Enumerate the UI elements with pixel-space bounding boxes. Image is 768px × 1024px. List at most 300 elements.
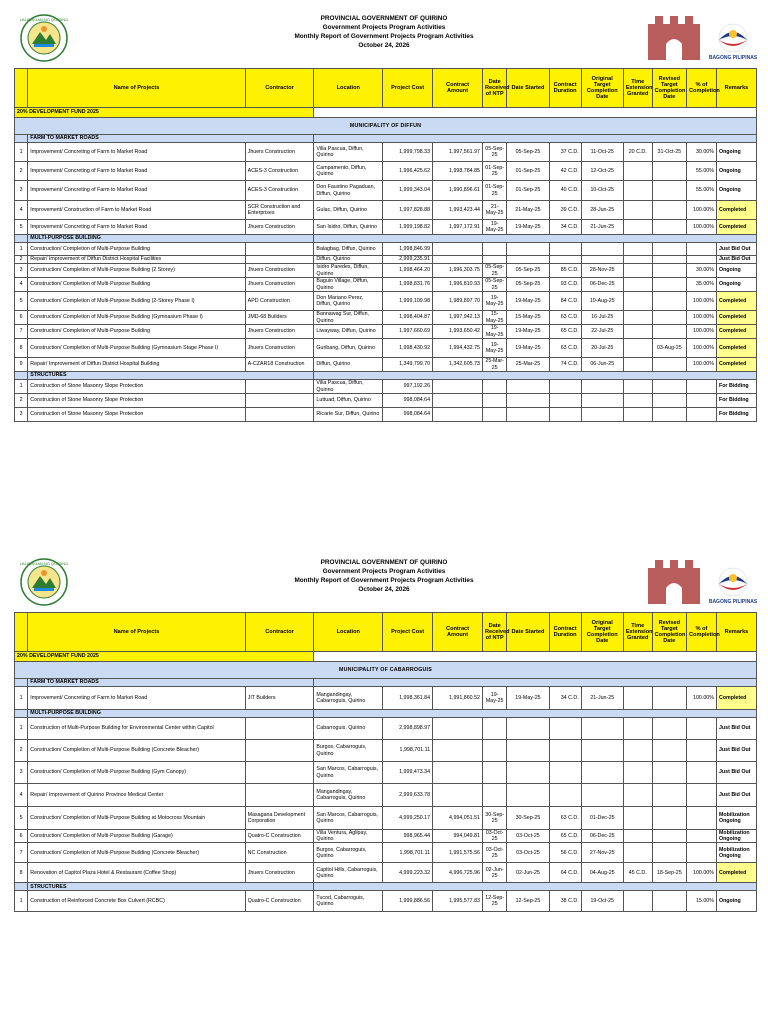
cell-contractor: Jhuers Construction bbox=[245, 325, 314, 339]
cell-remarks: Ongoing bbox=[716, 181, 756, 201]
cell-contractor bbox=[245, 784, 314, 807]
row-number: 1 bbox=[15, 687, 28, 710]
cell-project: Improvement/ Concreting of Farm to Market Road bbox=[28, 143, 245, 162]
cell-revised bbox=[652, 358, 686, 372]
report-header bbox=[0, 0, 768, 68]
cell-amount: 1,997,942.13 bbox=[433, 311, 483, 325]
cell-target: 10-Oct-25 bbox=[581, 181, 623, 201]
cell-cost: 1,999,886.56 bbox=[383, 891, 433, 912]
cell-ext bbox=[623, 830, 652, 843]
cell-location: Tucod, Cabarroguis, Quirino bbox=[314, 891, 383, 912]
cell-target: 27-Nov-25 bbox=[581, 843, 623, 863]
cell-location: Diffun, Quirino bbox=[314, 358, 383, 372]
cell-ntp bbox=[482, 380, 506, 394]
cell-ntp bbox=[482, 762, 506, 784]
cell-pct: 100.00% bbox=[687, 358, 717, 372]
cell-project: Construction of Stone Masonry Slope Protection bbox=[28, 394, 245, 408]
cell-revised bbox=[652, 807, 686, 830]
report-title-line2: Government Projects Program Activities bbox=[322, 24, 446, 31]
cell-cost: 1,998,430.92 bbox=[383, 339, 433, 358]
cell-amount: 1,990,896.61 bbox=[433, 181, 483, 201]
cell-location: San Marcos, Cabarroguis, Quirino bbox=[314, 762, 383, 784]
cell-project: Construction/ Completion of Multi-Purpose Building (Gymnasium Stage Phase I) bbox=[28, 339, 245, 358]
cell-started bbox=[507, 380, 549, 394]
projects-table bbox=[14, 612, 757, 912]
cell-duration: 42 C.D. bbox=[549, 162, 581, 181]
cell-revised bbox=[652, 891, 686, 912]
category-row bbox=[15, 883, 757, 891]
row-number: 2 bbox=[15, 162, 28, 181]
cell-duration: 63 C.D. bbox=[549, 311, 581, 325]
cell-cost: 1,998,846.99 bbox=[383, 243, 433, 256]
cell-revised: 18-Sep-25 bbox=[652, 863, 686, 883]
cell-amount bbox=[433, 740, 483, 762]
cell-started: 30-Sep-25 bbox=[507, 807, 549, 830]
cell-started bbox=[507, 394, 549, 408]
bagong-pilipinas-logo-icon bbox=[708, 22, 758, 62]
row-number: 4 bbox=[15, 201, 28, 220]
cell-revised bbox=[652, 256, 686, 264]
cell-remarks: Completed bbox=[716, 292, 756, 311]
cell-cost: 998,084.64 bbox=[383, 394, 433, 408]
cell-project: Repair/ Improvement of Diffun District Hospital Facilities bbox=[28, 256, 245, 264]
row-number: 2 bbox=[15, 740, 28, 762]
row-number: 8 bbox=[15, 339, 28, 358]
row-number: 3 bbox=[15, 264, 28, 278]
cell-amount: 1,997,561.97 bbox=[433, 143, 483, 162]
cell-started bbox=[507, 718, 549, 740]
cell-ntp bbox=[482, 256, 506, 264]
cell-cost: 1,998,404.87 bbox=[383, 311, 433, 325]
cell-started: 01-Sep-25 bbox=[507, 162, 549, 181]
cell-started: 19-May-25 bbox=[507, 325, 549, 339]
cell-ntp: 19-May-25 bbox=[482, 292, 506, 311]
cell-pct bbox=[687, 807, 717, 830]
fort-logo-icon bbox=[646, 14, 702, 60]
cell-target: 06-Dec-25 bbox=[581, 278, 623, 292]
cell-amount: 1,996,810.93 bbox=[433, 278, 483, 292]
cell-remarks: Ongoing bbox=[716, 264, 756, 278]
cell-target: 06-Dec-25 bbox=[581, 830, 623, 843]
cell-ntp: 12-Sep-25 bbox=[482, 891, 506, 912]
cell-remarks: Ongoing bbox=[716, 891, 756, 912]
cell-target: 11-Oct-25 bbox=[581, 143, 623, 162]
row-number: 2 bbox=[15, 256, 28, 264]
cell-ext bbox=[623, 891, 652, 912]
cell-ext bbox=[623, 181, 652, 201]
cell-ext bbox=[623, 162, 652, 181]
column-header: Revised Target Completion Date bbox=[652, 613, 686, 652]
cell-cost: 4,999,250.17 bbox=[383, 807, 433, 830]
cell-pct: 30.00% bbox=[687, 264, 717, 278]
cell-remarks: Mobilization Ongoing bbox=[716, 843, 756, 863]
column-header: Time Extension Granted bbox=[623, 69, 652, 108]
cell-cost: 1,998,464.20 bbox=[383, 264, 433, 278]
table-row bbox=[15, 311, 757, 325]
cell-ntp: 30-Sep-25 bbox=[482, 807, 506, 830]
table-row bbox=[15, 256, 757, 264]
cell-pct bbox=[687, 256, 717, 264]
cell-project: Construction/ Completion of Multi-Purpose Building bbox=[28, 278, 245, 292]
cell-ntp: 15-May-25 bbox=[482, 311, 506, 325]
cell-contractor: Jhuers Construction bbox=[245, 278, 314, 292]
cell-location: Baguio Village, Diffun, Quirino bbox=[314, 278, 383, 292]
cell-duration: 74 C.D. bbox=[549, 358, 581, 372]
cell-revised bbox=[652, 243, 686, 256]
cell-ext bbox=[623, 292, 652, 311]
cell-contractor: Jhuers Construction bbox=[245, 339, 314, 358]
row-number: 8 bbox=[15, 863, 28, 883]
cell-location: Burgos, Cabarroguis, Quirino bbox=[314, 740, 383, 762]
cell-project: Construction of Stone Masonry Slope Protection bbox=[28, 380, 245, 394]
cell-duration: 34 C.D. bbox=[549, 687, 581, 710]
cell-project: Construction/ Completion of Multi-Purpose Building at Motocross Mountain bbox=[28, 807, 245, 830]
cell-project: Repair/ Improvement of Quirino Province Medical Center bbox=[28, 784, 245, 807]
cell-amount: 1,995,577.83 bbox=[433, 891, 483, 912]
cell-pct bbox=[687, 718, 717, 740]
cell-ntp: 19-May-25 bbox=[482, 220, 506, 235]
cell-revised bbox=[652, 408, 686, 422]
cell-duration bbox=[549, 784, 581, 807]
cell-cost: 2,999,633.78 bbox=[383, 784, 433, 807]
cell-target bbox=[581, 243, 623, 256]
cell-ext bbox=[623, 807, 652, 830]
cell-contractor bbox=[245, 256, 314, 264]
cell-cost: 997,192.26 bbox=[383, 380, 433, 394]
cell-remarks: For Bidding bbox=[716, 394, 756, 408]
fort-logo-icon bbox=[646, 558, 702, 604]
cell-ext bbox=[623, 762, 652, 784]
table-row bbox=[15, 394, 757, 408]
cell-location: Bannawag Sur, Diffun, Quirino bbox=[314, 311, 383, 325]
cell-ext bbox=[623, 278, 652, 292]
cell-amount bbox=[433, 762, 483, 784]
cell-duration bbox=[549, 256, 581, 264]
cell-target: 28-Jun-25 bbox=[581, 201, 623, 220]
cell-location: Campamento, Diffun, Quirino bbox=[314, 162, 383, 181]
cell-amount: 1,342,605.73 bbox=[433, 358, 483, 372]
cell-pct bbox=[687, 762, 717, 784]
table-row bbox=[15, 325, 757, 339]
cell-ntp bbox=[482, 408, 506, 422]
table-row bbox=[15, 843, 757, 863]
cell-amount: 1,993,423.44 bbox=[433, 201, 483, 220]
cell-ntp bbox=[482, 784, 506, 807]
cell-amount: 1,996,303.75 bbox=[433, 264, 483, 278]
cell-pct bbox=[687, 843, 717, 863]
cell-amount: 1,994,432.75 bbox=[433, 339, 483, 358]
table-row bbox=[15, 863, 757, 883]
table-header-row bbox=[15, 69, 757, 108]
cell-revised bbox=[652, 687, 686, 710]
cell-project: Construction/ Completion of Multi-Purpose Building (Concrete Bleacher) bbox=[28, 740, 245, 762]
cell-ext bbox=[623, 687, 652, 710]
cell-contractor: APD Construction bbox=[245, 292, 314, 311]
cell-pct bbox=[687, 408, 717, 422]
cell-duration: 39 C.D. bbox=[549, 201, 581, 220]
row-number: 5 bbox=[15, 220, 28, 235]
cell-cost: 1,349,799.70 bbox=[383, 358, 433, 372]
report-title-line1: PROVINCIAL GOVERNMENT OF QUIRINO bbox=[320, 15, 448, 22]
report-title-line2: Government Projects Program Activities bbox=[322, 568, 446, 575]
cell-contractor: Jhuers Construction bbox=[245, 220, 314, 235]
cell-started: 12-Sep-25 bbox=[507, 891, 549, 912]
cell-target: 16-Jul-25 bbox=[581, 311, 623, 325]
cell-remarks: Just Bid Out bbox=[716, 740, 756, 762]
cell-project: Construction of Reinforced Concrete Box Culvert (RCBC) bbox=[28, 891, 245, 912]
column-header: Contractor bbox=[245, 613, 314, 652]
fund-row bbox=[15, 108, 757, 118]
cell-ext bbox=[623, 380, 652, 394]
cell-revised bbox=[652, 380, 686, 394]
cell-ntp: 05-Sep-25 bbox=[482, 278, 506, 292]
cell-contractor bbox=[245, 408, 314, 422]
cell-cost: 4,999,223.32 bbox=[383, 863, 433, 883]
cell-revised bbox=[652, 762, 686, 784]
cell-cost: 1,997,828.88 bbox=[383, 201, 433, 220]
cell-duration: 63 C.D. bbox=[549, 807, 581, 830]
cell-project: Improvement/ Construction of Farm to Market Road bbox=[28, 201, 245, 220]
cell-ext bbox=[623, 718, 652, 740]
cell-ext bbox=[623, 339, 652, 358]
cell-remarks: Completed bbox=[716, 220, 756, 235]
cell-contractor: Jhuers Construction bbox=[245, 863, 314, 883]
cell-pct: 100.00% bbox=[687, 201, 717, 220]
column-header: Location bbox=[314, 69, 383, 108]
category-row bbox=[15, 235, 757, 243]
cell-duration bbox=[549, 408, 581, 422]
table-row bbox=[15, 762, 757, 784]
cell-cost: 1,998,831.76 bbox=[383, 278, 433, 292]
cell-started: 05-Sep-25 bbox=[507, 264, 549, 278]
category-row bbox=[15, 372, 757, 380]
cell-started: 25-Mar-25 bbox=[507, 358, 549, 372]
table-row bbox=[15, 687, 757, 710]
cell-remarks: Completed bbox=[716, 201, 756, 220]
cell-started bbox=[507, 408, 549, 422]
cell-contractor: NC Construction bbox=[245, 843, 314, 863]
table-row bbox=[15, 181, 757, 201]
table-row bbox=[15, 162, 757, 181]
cell-remarks: Completed bbox=[716, 687, 756, 710]
cell-target: 20-Jul-25 bbox=[581, 339, 623, 358]
table-row bbox=[15, 278, 757, 292]
cell-location: Isidro Paredes, Diffun, Quirino bbox=[314, 264, 383, 278]
cell-cost: 1,996,425.62 bbox=[383, 162, 433, 181]
cell-ntp bbox=[482, 243, 506, 256]
cell-revised bbox=[652, 220, 686, 235]
cell-amount bbox=[433, 784, 483, 807]
cell-project: Construction/ Completion of Multi-Purpose Building (Garage) bbox=[28, 830, 245, 843]
cell-project: Construction of Multi-Purpose Building for Environmental Center within Capitol bbox=[28, 718, 245, 740]
cell-remarks: Mobilization Ongoing bbox=[716, 807, 756, 830]
cell-pct bbox=[687, 394, 717, 408]
cell-revised bbox=[652, 292, 686, 311]
cell-revised bbox=[652, 325, 686, 339]
cell-location: San Marcos, Cabarroguis, Quirino bbox=[314, 807, 383, 830]
cell-duration: 40 C.D. bbox=[549, 181, 581, 201]
row-number: 1 bbox=[15, 243, 28, 256]
cell-revised bbox=[652, 740, 686, 762]
seal-lettering: LALAWIGAN NG QUIRINO bbox=[19, 561, 69, 566]
column-header: Name of Projects bbox=[28, 613, 245, 652]
cell-duration bbox=[549, 718, 581, 740]
cell-amount: 1,993,650.42 bbox=[433, 325, 483, 339]
cell-contractor: Quatro-C Construction bbox=[245, 891, 314, 912]
cell-contractor bbox=[245, 394, 314, 408]
row-number: 7 bbox=[15, 325, 28, 339]
cell-location: Balagbag, Diffun, Quirino bbox=[314, 243, 383, 256]
category-row bbox=[15, 135, 757, 143]
fund-label: 20% DEVELOPMENT FUND 2025 bbox=[15, 652, 314, 662]
cell-location: Villa Ventura, Aglipay, Quirino bbox=[314, 830, 383, 843]
table-row bbox=[15, 408, 757, 422]
cell-location: Cabarroguis, Quirino bbox=[314, 718, 383, 740]
cell-revised bbox=[652, 311, 686, 325]
cell-duration bbox=[549, 740, 581, 762]
cell-revised bbox=[652, 162, 686, 181]
cell-location: Ricarte Sur, Diffun, Quirino bbox=[314, 408, 383, 422]
cell-ext: 45 C.D. bbox=[623, 863, 652, 883]
cell-started: 15-May-25 bbox=[507, 311, 549, 325]
cell-ext bbox=[623, 201, 652, 220]
cell-pct: 55.00% bbox=[687, 162, 717, 181]
cell-remarks: For Bidding bbox=[716, 380, 756, 394]
bagong-pilipinas-label: BAGONG PILIPINAS bbox=[708, 55, 758, 61]
cell-contractor: Quatro-C Construction bbox=[245, 830, 314, 843]
column-header: % of Completion bbox=[687, 69, 717, 108]
table-row bbox=[15, 718, 757, 740]
cell-duration bbox=[549, 243, 581, 256]
cell-remarks: Completed bbox=[716, 339, 756, 358]
cell-duration: 56 C.D. bbox=[549, 843, 581, 863]
cell-amount: 994,049.81 bbox=[433, 830, 483, 843]
cell-started bbox=[507, 243, 549, 256]
cell-pct: 55.00% bbox=[687, 181, 717, 201]
cell-remarks: Completed bbox=[716, 311, 756, 325]
row-number: 9 bbox=[15, 358, 28, 372]
cell-duration: 63 C.D. bbox=[549, 339, 581, 358]
column-header: Contract Duration bbox=[549, 613, 581, 652]
cell-revised bbox=[652, 784, 686, 807]
cell-amount bbox=[433, 380, 483, 394]
cell-location: San Isidro, Diffun, Quirino bbox=[314, 220, 383, 235]
cell-target bbox=[581, 380, 623, 394]
cell-target bbox=[581, 740, 623, 762]
cell-contractor: Masagana Development Corporation bbox=[245, 807, 314, 830]
cell-duration: 38 C.D. bbox=[549, 891, 581, 912]
cell-location: Don Faustino Pagaduan, Diffun, Quirino bbox=[314, 181, 383, 201]
cell-amount: 1,997,172.91 bbox=[433, 220, 483, 235]
column-header: Time Extension Granted bbox=[623, 613, 652, 652]
category-title: MULTI-PURPOSE BUILDING bbox=[28, 710, 314, 718]
seal-lettering: LALAWIGAN NG QUIRINO bbox=[19, 17, 69, 22]
cell-target bbox=[581, 784, 623, 807]
cell-ntp: 19-May-25 bbox=[482, 339, 506, 358]
category-title: FARM TO MARKET ROADS bbox=[28, 679, 314, 687]
cell-contractor bbox=[245, 380, 314, 394]
cell-cost: 1,998,701.11 bbox=[383, 843, 433, 863]
cell-cost: 1,999,473.34 bbox=[383, 762, 433, 784]
cell-location: Gulac, Diffun, Quirino bbox=[314, 201, 383, 220]
cell-ext bbox=[623, 256, 652, 264]
row-number: 1 bbox=[15, 891, 28, 912]
row-number: 3 bbox=[15, 408, 28, 422]
cell-cost: 1,999,198.82 bbox=[383, 220, 433, 235]
cell-contractor: Jhuers Construction bbox=[245, 264, 314, 278]
cell-revised bbox=[652, 278, 686, 292]
cell-project: Construction/ Completion of Multi-Purpose Building bbox=[28, 243, 245, 256]
cell-started: 19-May-25 bbox=[507, 339, 549, 358]
cell-project: Repair/ Improvement of Diffun District Hospital Building bbox=[28, 358, 245, 372]
cell-revised bbox=[652, 830, 686, 843]
cell-cost: 1,999,798.33 bbox=[383, 143, 433, 162]
cell-pct bbox=[687, 243, 717, 256]
report-title-line3: Monthly Report of Government Projects Program Activities bbox=[294, 577, 474, 584]
cell-ext bbox=[623, 358, 652, 372]
column-header: Date Started bbox=[507, 613, 549, 652]
cell-duration bbox=[549, 380, 581, 394]
table-row bbox=[15, 891, 757, 912]
category-row bbox=[15, 710, 757, 718]
table-row bbox=[15, 358, 757, 372]
cell-location: Don Mariano Perez, Diffun, Quirino bbox=[314, 292, 383, 311]
cell-contractor bbox=[245, 762, 314, 784]
cell-ntp: 01-Sep-25 bbox=[482, 162, 506, 181]
report-title-line3: Monthly Report of Government Projects Program Activities bbox=[294, 33, 474, 40]
column-header: Date Started bbox=[507, 69, 549, 108]
cell-amount: 1,989,897.70 bbox=[433, 292, 483, 311]
cell-target bbox=[581, 256, 623, 264]
cell-duration: 64 C.D. bbox=[549, 863, 581, 883]
fund-row bbox=[15, 652, 757, 662]
cell-cost: 1,998,361.84 bbox=[383, 687, 433, 710]
cell-revised bbox=[652, 201, 686, 220]
bagong-pilipinas-logo-icon bbox=[708, 566, 758, 606]
cell-remarks: Just Bid Out bbox=[716, 762, 756, 784]
table-row bbox=[15, 143, 757, 162]
report-header bbox=[0, 544, 768, 612]
cell-duration: 84 C.D. bbox=[549, 292, 581, 311]
cell-target bbox=[581, 762, 623, 784]
cell-contractor bbox=[245, 740, 314, 762]
row-number: 7 bbox=[15, 843, 28, 863]
report-page bbox=[0, 0, 768, 418]
column-header: Project Cost bbox=[383, 69, 433, 108]
cell-amount: 1,998,784.85 bbox=[433, 162, 483, 181]
cell-amount bbox=[433, 256, 483, 264]
cell-pct: 100.00% bbox=[687, 687, 717, 710]
municipality-title: MUNICIPALITY OF DIFFUN bbox=[15, 118, 757, 135]
cell-ntp: 21-May-25 bbox=[482, 201, 506, 220]
cell-pct: 15.00% bbox=[687, 891, 717, 912]
column-header: Contract Amount bbox=[433, 69, 483, 108]
cell-revised: 03-Aug-25 bbox=[652, 339, 686, 358]
cell-duration: 93 C.D. bbox=[549, 278, 581, 292]
cell-remarks: Completed bbox=[716, 325, 756, 339]
cell-remarks: Just Bid Out bbox=[716, 718, 756, 740]
column-header: Contract Duration bbox=[549, 69, 581, 108]
cell-revised bbox=[652, 843, 686, 863]
cell-remarks: Mobilization Ongoing bbox=[716, 830, 756, 843]
cell-ext bbox=[623, 220, 652, 235]
cell-revised: 31-Oct-25 bbox=[652, 143, 686, 162]
cell-ntp: 25-Mar-25 bbox=[482, 358, 506, 372]
table-row bbox=[15, 201, 757, 220]
column-header: Original Target Completion Date bbox=[581, 613, 623, 652]
cell-duration: 34 C.D. bbox=[549, 220, 581, 235]
cell-project: Construction/ Completion of Multi-Purpose Building (Concrete Bleacher) bbox=[28, 843, 245, 863]
